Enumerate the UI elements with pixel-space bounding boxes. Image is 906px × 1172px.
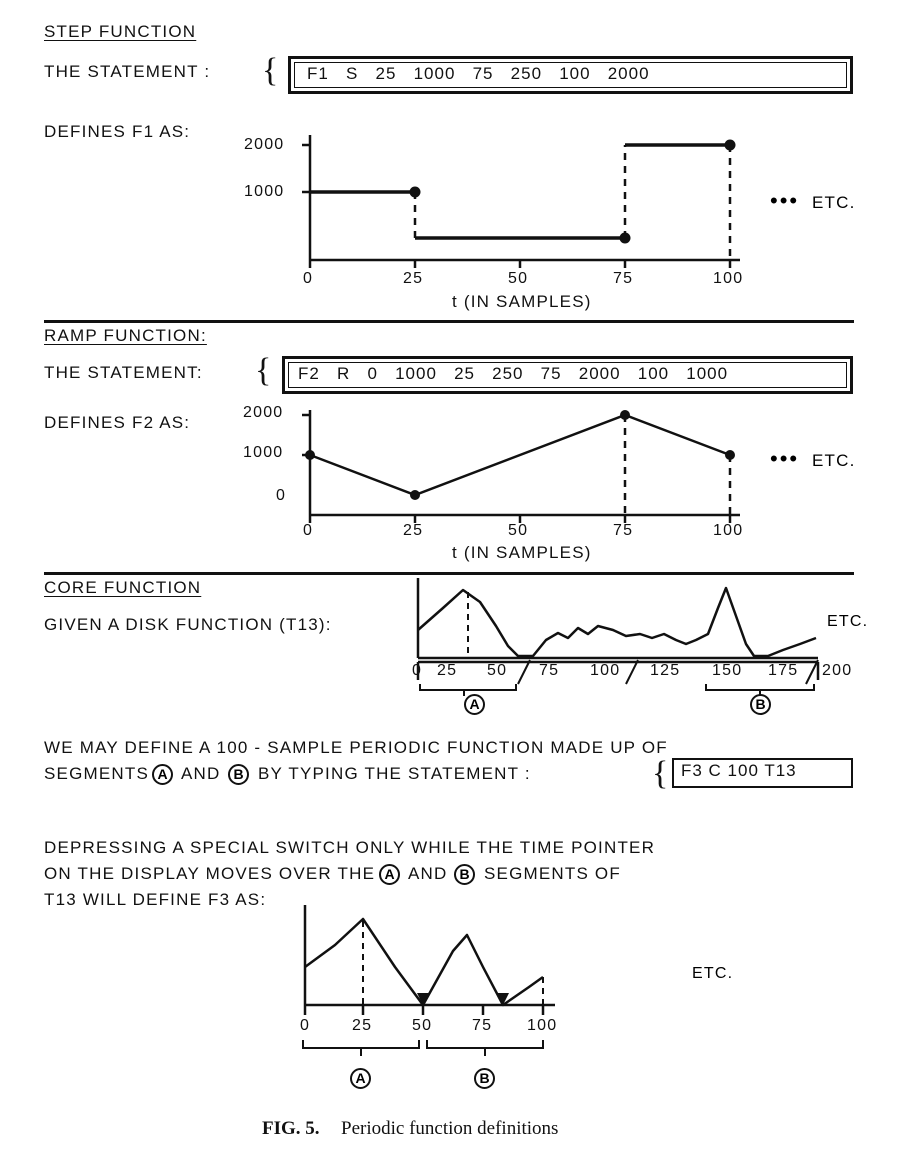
disk-xtick-75: 75 [539, 662, 560, 679]
disk-xtick-200: 200 [822, 662, 853, 679]
f3-segment-a-marker: A [350, 1068, 371, 1089]
divider-2 [44, 572, 854, 575]
core-body2-line2-part3: SEGMENTS OF [484, 864, 621, 883]
disk-xtick-125: 125 [650, 662, 681, 679]
ramp-ytick-0: 0 [276, 487, 287, 504]
step-xtick-75: 75 [613, 270, 634, 287]
disk-function-chart [408, 578, 878, 668]
step-statement-text: F1 S 25 1000 75 250 100 2000 [307, 64, 650, 83]
f3-xtick-25: 25 [352, 1017, 373, 1034]
core-body-segment-b: B [228, 764, 249, 785]
core-statement-text: F3 C 100 T13 [681, 761, 797, 780]
disk-xtick-0: 0 [412, 662, 423, 679]
f3-segment-braces [295, 1040, 595, 1066]
ramp-etc-dots: ••• [770, 446, 800, 471]
f3-xtick-100: 100 [527, 1017, 558, 1034]
ramp-etc-label: ETC. [812, 451, 856, 470]
step-statement-label: THE STATEMENT : [44, 62, 211, 81]
disk-xtick-150: 150 [712, 662, 743, 679]
ramp-xtick-50: 50 [508, 522, 529, 539]
step-xtick-50: 50 [508, 270, 529, 287]
ramp-xtick-100: 100 [713, 522, 744, 539]
disk-xtick-50: 50 [487, 662, 508, 679]
step-defines-label: DEFINES F1 AS: [44, 122, 191, 141]
ramp-xtick-25: 25 [403, 522, 424, 539]
core-given-label: GIVEN A DISK FUNCTION (T13): [44, 615, 332, 634]
core-body-line2-part3: BY TYPING THE STATEMENT : [258, 764, 531, 783]
step-etc-dots: ••• [770, 188, 800, 213]
figure-caption-text: Periodic function definitions [341, 1118, 559, 1139]
step-ytick-1000: 1000 [244, 183, 285, 200]
step-xtick-25: 25 [403, 270, 424, 287]
step-axis-title: t (IN SAMPLES) [452, 292, 592, 311]
step-ytick-2000: 2000 [244, 136, 285, 153]
f3-function-chart [295, 905, 635, 1020]
ramp-statement-text: F2 R 0 1000 25 250 75 2000 100 1000 [298, 364, 729, 383]
core-body-line2-part1: SEGMENTS [44, 764, 150, 783]
f3-xtick-0: 0 [300, 1017, 311, 1034]
core-body-segment-a: A [152, 764, 173, 785]
f3-xtick-50: 50 [412, 1017, 433, 1034]
step-etc-label: ETC. [812, 193, 856, 212]
ramp-xtick-0: 0 [303, 522, 314, 539]
ramp-defines-label: DEFINES F2 AS: [44, 413, 191, 432]
ramp-function-title: RAMP FUNCTION: [44, 326, 207, 345]
core-body2-line3: T13 WILL DEFINE F3 AS: [44, 890, 267, 909]
disk-xtick-25: 25 [437, 662, 458, 679]
core-body2-segment-a: A [379, 864, 400, 885]
ramp-brace: { [255, 352, 272, 389]
ramp-axis-title: t (IN SAMPLES) [452, 543, 592, 562]
step-brace: { [262, 52, 279, 89]
disk-xtick-100: 100 [590, 662, 621, 679]
core-statement-brace: { [652, 755, 669, 792]
f3-xtick-75: 75 [472, 1017, 493, 1034]
core-body2-line1: DEPRESSING A SPECIAL SWITCH ONLY WHILE THE TIME POINTER [44, 838, 656, 857]
disk-xtick-175: 175 [768, 662, 799, 679]
ramp-xtick-75: 75 [613, 522, 634, 539]
core-body-line1: WE MAY DEFINE A 100 - SAMPLE PERIODIC FUNCTION MADE UP OF [44, 738, 668, 757]
figure-caption [262, 1118, 558, 1140]
core-etc-label: ETC. [827, 613, 869, 630]
step-function-chart [290, 135, 810, 275]
step-xtick-100: 100 [713, 270, 744, 287]
step-function-title: STEP FUNCTION [44, 22, 197, 41]
core-body2-line2-part2: AND [408, 864, 448, 883]
step-xtick-0: 0 [303, 270, 314, 287]
f3-etc-label: ETC. [692, 965, 734, 982]
core-function-title: CORE FUNCTION [44, 578, 202, 597]
ramp-ytick-2000: 2000 [243, 404, 284, 421]
core-body2-line2-part1: ON THE DISPLAY MOVES OVER THE [44, 864, 376, 883]
core-body-line2-part2: AND [181, 764, 221, 783]
f3-segment-b-marker: B [474, 1068, 495, 1089]
disk-segment-a-marker: A [464, 694, 485, 715]
core-body2-segment-b: B [454, 864, 475, 885]
figure-caption-prefix: FIG. 5. [262, 1118, 320, 1139]
ramp-statement-label: THE STATEMENT: [44, 363, 203, 382]
ramp-ytick-1000: 1000 [243, 444, 284, 461]
divider-1 [44, 320, 854, 323]
disk-segment-b-marker: B [750, 694, 771, 715]
ramp-function-chart [290, 410, 810, 540]
